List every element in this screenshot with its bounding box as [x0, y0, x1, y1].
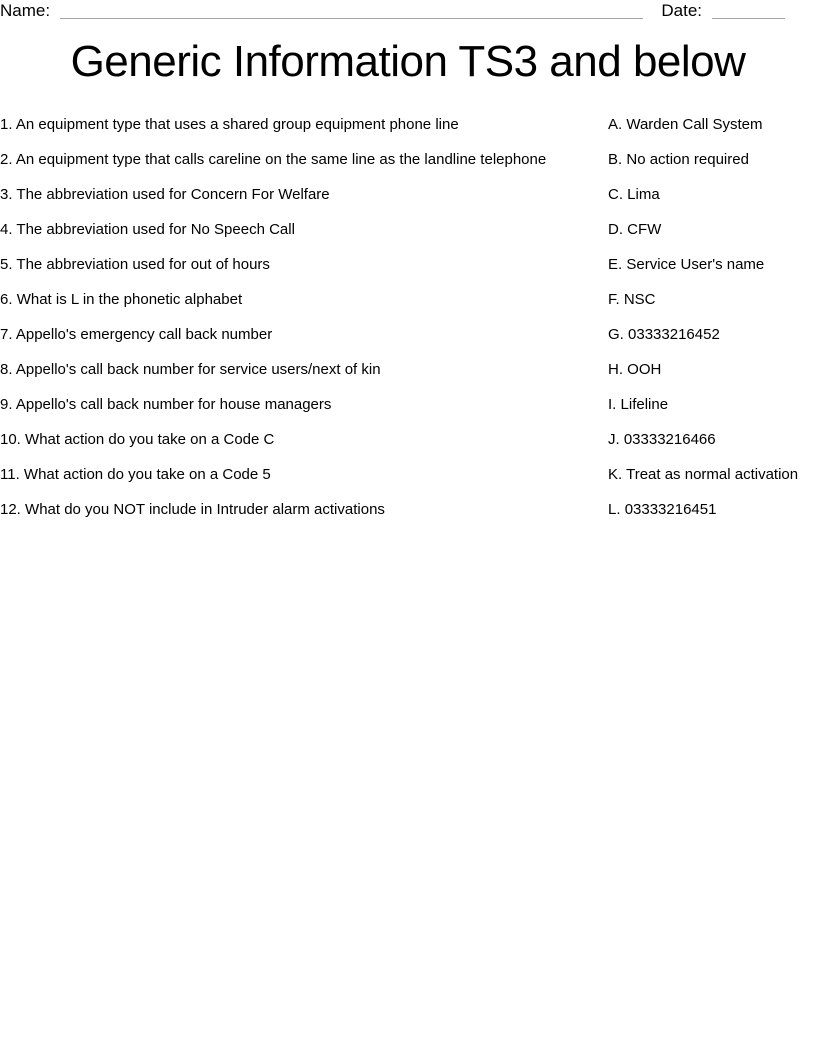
answer-letter: E. [608, 256, 623, 273]
question-item [0, 428, 608, 451]
answer-text: 03333216466 [623, 431, 716, 448]
question-text: What is L in the phonetic alphabet [16, 291, 243, 308]
matching-row [0, 463, 816, 486]
question-item [0, 358, 608, 381]
question-item [0, 253, 608, 276]
question-number: 11. [0, 466, 20, 483]
matching-row [0, 288, 816, 311]
answer-option [608, 358, 816, 381]
question-item [0, 393, 608, 416]
page-title: Generic Information TS3 and below [70, 37, 746, 86]
question-number: 12. [0, 501, 21, 518]
question-item [0, 498, 608, 521]
question-item [0, 113, 608, 136]
question-number: 6. [0, 291, 13, 308]
question-number: 10. [0, 431, 21, 448]
answer-option [608, 148, 816, 171]
question-number: 8. [0, 361, 13, 378]
answer-text: Lima [627, 186, 660, 203]
question-text: What action do you take on a Code 5 [23, 466, 271, 483]
matching-row [0, 113, 816, 136]
answer-option [608, 253, 816, 276]
matching-list [0, 113, 816, 521]
name-label: Name: [0, 1, 51, 20]
answer-letter: K. [608, 466, 623, 483]
question-item [0, 463, 608, 486]
question-number: 4. [0, 221, 13, 238]
answer-letter: B. [608, 151, 623, 168]
matching-row [0, 358, 816, 381]
matching-row [0, 393, 816, 416]
matching-row [0, 183, 816, 206]
matching-row [0, 148, 816, 171]
matching-row [0, 253, 816, 276]
question-item [0, 148, 608, 171]
answer-option [608, 428, 816, 451]
question-text: Appello's call back number for service users/next of kin [15, 361, 381, 378]
answer-option [608, 113, 816, 136]
question-number: 7. [0, 326, 13, 343]
question-item [0, 323, 608, 346]
matching-row [0, 218, 816, 241]
answer-text: Lifeline [620, 396, 669, 413]
answer-text: CFW [627, 221, 662, 238]
question-number: 3. [0, 186, 13, 203]
question-item [0, 183, 608, 206]
name-fill-line [60, 5, 643, 19]
answer-text: No action required [626, 151, 749, 168]
answer-option [608, 323, 816, 346]
question-item [0, 218, 608, 241]
answer-letter: F. [608, 291, 620, 308]
matching-row [0, 323, 816, 346]
date-label: Date: [661, 1, 702, 20]
answer-text: Treat as normal activation [626, 466, 799, 483]
question-text: The abbreviation used for Concern For Welfare [16, 186, 330, 203]
answer-letter: I. [608, 396, 617, 413]
answer-text: 03333216451 [624, 501, 717, 518]
answer-option [608, 218, 816, 241]
date-fill-line [712, 5, 785, 19]
question-text: An equipment type that uses a shared group equipment phone line [15, 116, 459, 133]
answer-text: Service User's name [626, 256, 765, 273]
answer-option [608, 288, 816, 311]
answer-option [608, 498, 816, 521]
answer-option [608, 393, 816, 416]
answer-letter: J. [608, 431, 620, 448]
question-text: The abbreviation used for No Speech Call [16, 221, 295, 238]
answer-letter: H. [608, 361, 623, 378]
question-text: Appello's call back number for house managers [15, 396, 332, 413]
question-text: Appello's emergency call back number [15, 326, 273, 343]
answer-option [608, 183, 816, 206]
answer-letter: G. [608, 326, 624, 343]
question-item [0, 288, 608, 311]
question-text: An equipment type that calls careline on the same line as the landline telephone [15, 151, 547, 168]
answer-text: Warden Call System [626, 116, 763, 133]
worksheet-header [0, 1, 816, 21]
question-number: 1. [0, 116, 13, 133]
question-number: 5. [0, 256, 13, 273]
answer-text: NSC [623, 291, 656, 308]
question-text: What action do you take on a Code C [25, 431, 275, 448]
answer-letter: C. [608, 186, 623, 203]
answer-letter: A. [608, 116, 623, 133]
matching-row [0, 498, 816, 521]
question-number: 9. [0, 396, 13, 413]
answer-text: 03333216452 [628, 326, 720, 343]
question-number: 2. [0, 151, 13, 168]
answer-text: OOH [627, 361, 662, 378]
answer-letter: L. [608, 501, 621, 518]
answer-option [608, 463, 816, 486]
matching-row [0, 428, 816, 451]
question-text: The abbreviation used for out of hours [16, 256, 270, 273]
question-text: What do you NOT include in Intruder alarm activations [25, 501, 385, 518]
answer-letter: D. [608, 221, 623, 238]
